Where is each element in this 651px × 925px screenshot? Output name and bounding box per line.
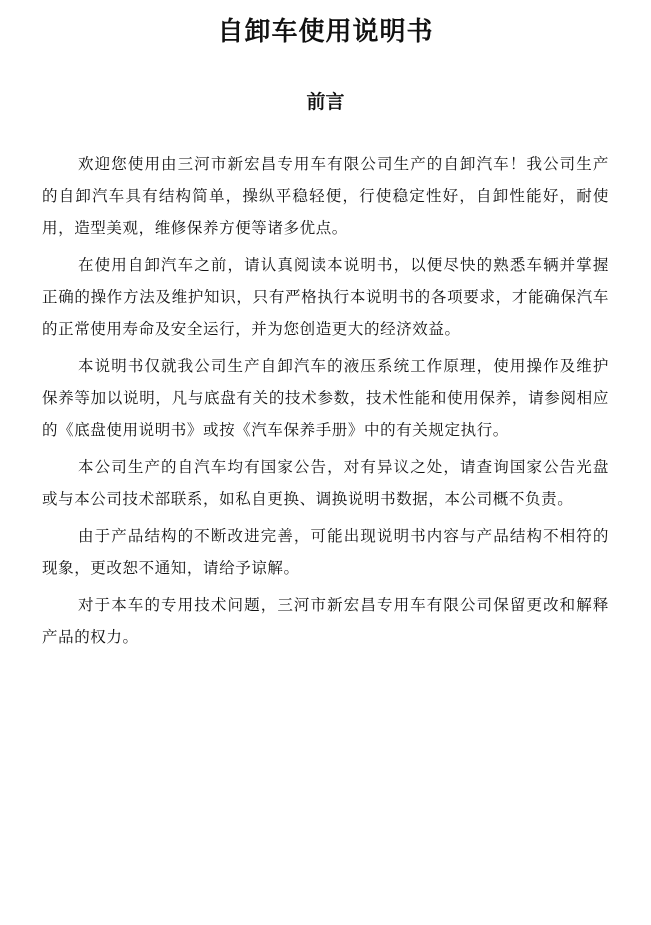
section-title: 前言 bbox=[306, 91, 345, 113]
document-title: 自卸车使用说明书 bbox=[217, 17, 434, 47]
document-body bbox=[42, 148, 609, 658]
paragraph-scope: 本说明书仅就我公司生产自卸汽车的液压系统工作原理，使用操作及维护保养等加以说明，凡与底盘有关的技术参数，技术性能和使用保养，请参阅相应的《底盘使用说明书》或按《汽车保养手册》中的有关规定执行。 bbox=[42, 357, 609, 439]
paragraph-rights: 对于本车的专用技术问题，三河市新宏昌专用车有限公司保留更改和解释产品的权力。 bbox=[42, 596, 609, 646]
paragraph-read-manual: 在使用自卸汽车之前，请认真阅读本说明书，以便尽快的熟悉车辆并掌握正确的操作方法及维护知识，只有严格执行本说明书的各项要求，才能确保汽车的正常使用寿命及安全运行，并为您创造更大的经济效益。 bbox=[42, 256, 609, 338]
paragraph-welcome: 欢迎您使用由三河市新宏昌专用车有限公司生产的自卸汽车！我公司生产的自卸汽车具有结构简单，操纵平稳轻便，行使稳定性好，自卸性能好，耐使用，造型美观，维修保养方便等诸多优点。 bbox=[42, 155, 609, 237]
paragraph-announcement: 本公司生产的自汽车均有国家公告，对有异议之处，请查询国家公告光盘或与本公司技术部联系，如私自更换、调换说明书数据，本公司概不负责。 bbox=[42, 458, 609, 508]
paragraph-changes: 由于产品结构的不断改进完善，可能出现说明书内容与产品结构不相符的现象，更改恕不通知，请给予谅解。 bbox=[42, 527, 609, 577]
